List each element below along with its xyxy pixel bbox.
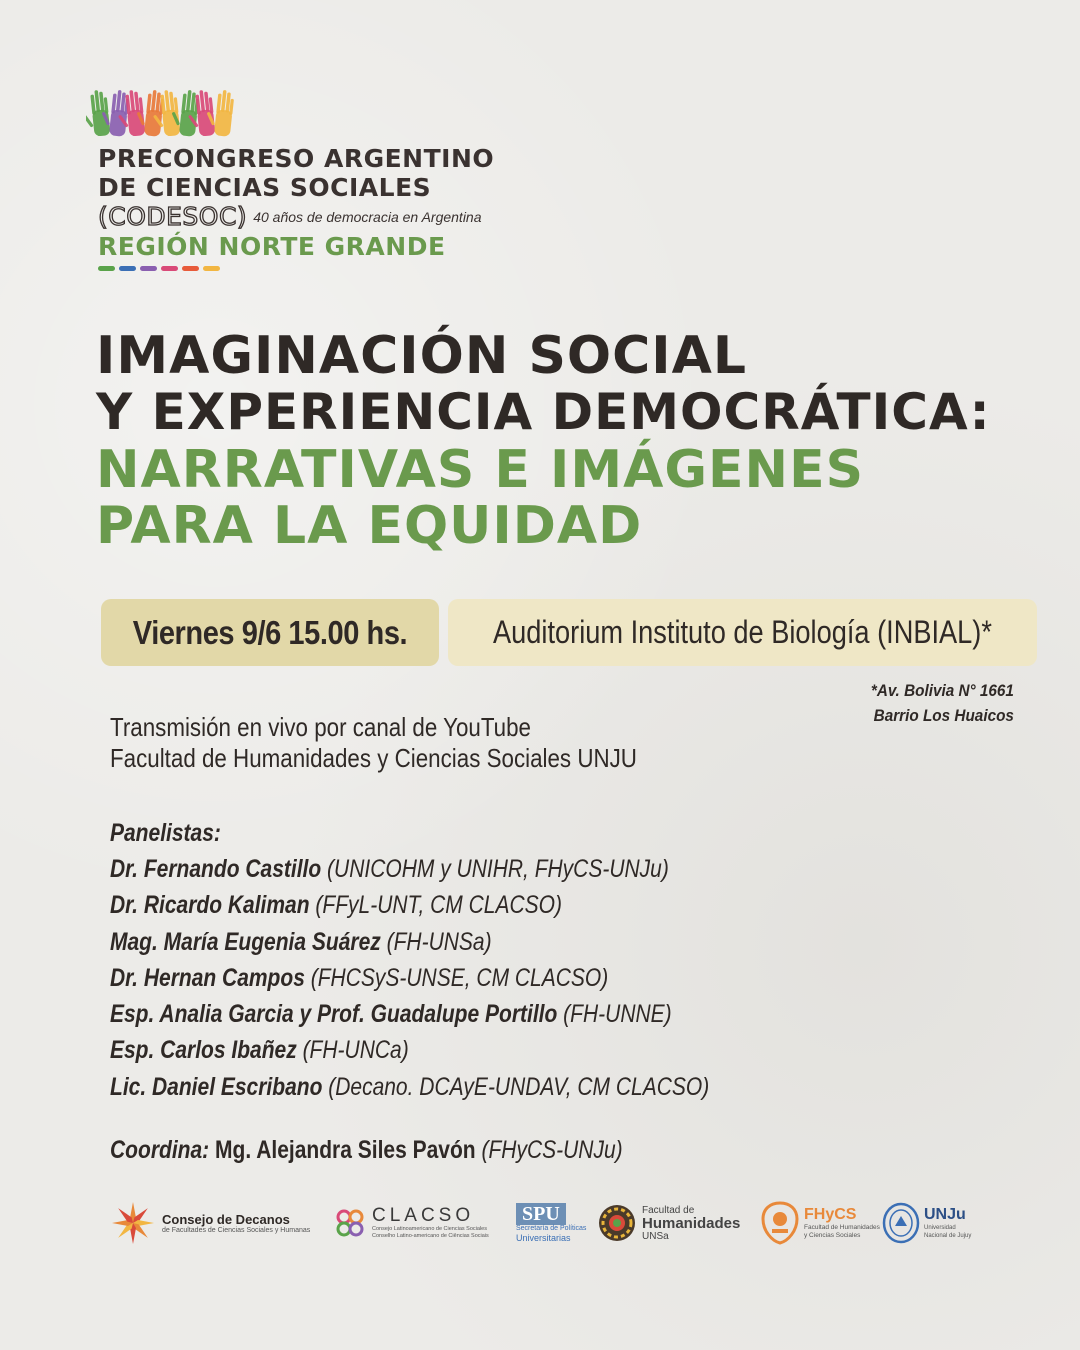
color-dash: [140, 266, 157, 271]
precongreso-title-line2: DE CIENCIAS SOCIALES: [98, 173, 432, 202]
coordinator-line: [110, 1136, 623, 1165]
panelist-row: [110, 960, 709, 996]
color-dash: [119, 266, 136, 271]
panelist-row: [110, 996, 709, 1032]
clacso-sub1: Consejo Latinoamericano de Ciencias Sociales: [372, 1226, 487, 1232]
panelist-affiliation: (FH-UNCa): [296, 1036, 409, 1065]
unju-title: UNJu: [924, 1206, 966, 1223]
unju-seal-icon: [882, 1202, 920, 1244]
spu-sub2: Universitarias: [516, 1233, 571, 1243]
hands-logo-icon: [86, 86, 236, 138]
panelist-name: Dr. Hernan Campos: [110, 963, 305, 992]
humanidades-line3: UNSa: [642, 1230, 669, 1242]
color-dash: [182, 266, 199, 271]
panelist-affiliation: (Decano. DCAyE-UNDAV, CM CLACSO): [322, 1072, 710, 1101]
stream-info: [110, 712, 637, 774]
codesoc-acronym: (CODESOC): [98, 202, 248, 231]
unju-logo: [882, 1197, 971, 1249]
spu-logo: [516, 1197, 586, 1249]
panelist-name: Dr. Ricardo Kaliman: [110, 891, 310, 920]
event-date: Viernes 9/6 15.00 hs.: [132, 613, 408, 651]
humanidades-unsa-logo: [597, 1197, 740, 1249]
main-title-line3: NARRATIVAS E IMÁGENES: [96, 440, 865, 500]
clacso-sub2: Conselho Latino-americano de Ciências Sociais: [372, 1233, 489, 1239]
panelist-row: [110, 1032, 709, 1068]
consejo-title: Consejo de Decanos: [162, 1211, 290, 1227]
region-label: REGIÓN NORTE GRANDE: [98, 232, 446, 261]
panelist-row: [110, 851, 709, 887]
panelist-name: Lic. Daniel Escribano: [110, 1072, 323, 1101]
panelist-affiliation: (FH-UNNE): [557, 1000, 672, 1029]
fhycs-sub1: Facultad de Humanidades: [804, 1224, 880, 1231]
panelist-row: [110, 887, 709, 923]
address-line1: *Av. Bolivia N° 1661: [870, 681, 1014, 700]
color-dash: [98, 266, 115, 271]
address-line2: Barrio Los Huaicos: [873, 706, 1014, 725]
coordinator-label: Coordina:: [110, 1136, 210, 1164]
panelist-row: [110, 924, 709, 960]
fhycs-logo: [760, 1197, 880, 1249]
clacso-logo: [332, 1197, 489, 1249]
panelist-row: [110, 1069, 709, 1105]
unju-sub2: Nacional de Jujuy: [924, 1233, 972, 1239]
fhycs-shield-icon: [760, 1201, 800, 1245]
coordinator-affiliation: (FHyCS-UNJu): [475, 1136, 623, 1164]
fhycs-sub2: y Ciencias Sociales: [804, 1232, 861, 1239]
precongreso-title-line1: PRECONGRESO ARGENTINO: [98, 144, 495, 173]
panelist-affiliation: (UNICOHM y UNIHR, FHyCS-UNJu): [321, 855, 669, 883]
main-title-line2: Y EXPERIENCIA DEMOCRÁTICA:: [96, 383, 991, 441]
codesoc-tagline: 40 años de democracia en Argentina: [253, 208, 482, 225]
hand-shape: [86, 89, 111, 137]
consejo-decanos-logo: [110, 1197, 310, 1249]
spu-sub1: Secretaría de Políticas: [516, 1225, 587, 1232]
stream-line1: Transmisión en vivo por canal de YouTube: [110, 712, 531, 742]
humanidades-emblem-icon: [597, 1203, 637, 1243]
stream-line2: Facultad de Humanidades y Ciencias Sociales UNJU: [110, 743, 637, 773]
color-dash: [161, 266, 178, 271]
consejo-subtitle: de Facultades de Ciencias Sociales y Humanas: [162, 1226, 311, 1234]
color-dash: [203, 266, 220, 271]
fhycs-title: FHyCS: [804, 1206, 857, 1223]
color-dashes: [98, 266, 220, 271]
panelist-affiliation: (FHCSyS-UNSE, CM CLACSO): [304, 963, 609, 992]
panelist-name: Dr. Fernando Castillo: [110, 855, 322, 883]
clacso-knot-icon: [332, 1205, 368, 1241]
panelist-affiliation: (FH-UNSa): [380, 927, 492, 956]
sunburst-icon: [110, 1200, 156, 1246]
venue-address: [871, 678, 1014, 728]
clacso-title: CLACSO: [372, 1205, 475, 1226]
humanidades-line1: Facultad de: [642, 1204, 695, 1216]
panelist-name: Esp. Analia Garcia y Prof. Guadalupe Portillo: [110, 1000, 558, 1029]
panelist-name: Esp. Carlos Ibañez: [110, 1036, 297, 1065]
main-title-line4: PARA LA EQUIDAD: [96, 496, 643, 556]
event-venue: Auditorium Instituto de Biología (INBIAL)*: [493, 614, 992, 650]
humanidades-line2: Humanidades: [642, 1214, 741, 1232]
spu-title: SPU: [516, 1203, 566, 1225]
sponsor-logos: [110, 1197, 980, 1249]
codesoc-row: [98, 202, 482, 231]
panelist-affiliation: (FFyL-UNT, CM CLACSO): [309, 891, 562, 920]
unju-sub1: Universidad: [924, 1225, 956, 1231]
panelists-section: [110, 815, 709, 1105]
coordinator-name: Mg. Alejandra Siles Pavón: [209, 1136, 476, 1164]
main-title-line1: IMAGINACIÓN SOCIAL: [96, 326, 748, 386]
panelists-label: Panelistas:: [110, 819, 221, 847]
panelist-name: Mag. María Eugenia Suárez: [110, 927, 381, 956]
